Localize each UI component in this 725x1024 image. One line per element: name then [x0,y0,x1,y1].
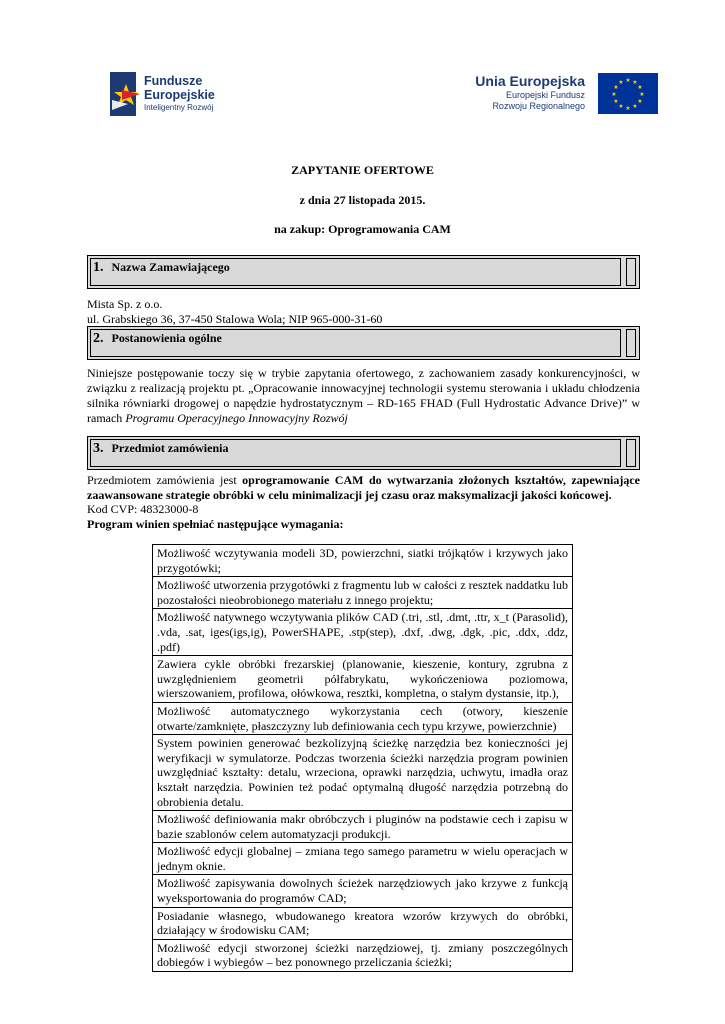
requirement-cell: Możliwość definiowania makr obróbczych i pluginów na podstawie cech i zapisu w bazie szablonów celem automatyzacji produkcji. [153,811,573,843]
orderer-address: ul. Grabskiego 36, 37-450 Stalowa Wola; NIP 965-000-31-60 [87,312,383,326]
requirement-cell: Możliwość zapisywania dowolnych ścieżek narzędziowych jako krzywe z funkcją wyeksportowania do programów CAD; [153,875,573,907]
svg-text:★: ★ [625,77,631,84]
document-date: z dnia 27 listopada 2015. [299,193,426,207]
subject-intro: Przedmiotem zamówienia jest [87,473,243,487]
document-title: ZAPYTANIE OFERTOWE [291,163,434,177]
table-row [153,735,573,811]
subject-description [87,473,640,503]
fe-star-icon [108,70,144,120]
requirement-cell: Możliwość wczytywania modeli 3D, powierzchni, siatki trójkątów i krzywych jako przygotówki; [153,545,573,577]
general-text: Niniejsze postępowanie toczy się w trybie zapytania ofertowego, z zachowaniem zasady konkurencyjności, w związku z realizacją projektu pt. „Opracowanie innowacyjnej technologii systemu sterowania i układu chłodzenia silnika równiarki drogowej o napędzie hydrostatycznym – RD-165 FHAD (Full Hydrostatic Advance Drive)” w ramach [87,366,640,425]
section-2-title: Postanowienia ogólne [111,331,222,345]
section-3-number: 3. [93,441,104,456]
fe-logo-line1: Fundusze [144,74,203,88]
section-1-header [87,255,640,289]
section-1-number: 1. [93,260,104,275]
requirements-table [152,544,573,972]
svg-text:★: ★ [639,91,645,98]
table-row [153,843,573,875]
table-row [153,702,573,734]
svg-text:★: ★ [611,91,617,98]
orderer-info [87,297,640,327]
svg-text:★: ★ [618,79,624,86]
section-3-header [87,436,640,470]
fe-logo-line3: Inteligentny Rozwój [144,103,214,112]
section-1-title: Nazwa Zamawiającego [111,260,230,274]
eu-logo-line1: Unia Europejska [475,73,585,89]
svg-text:★: ★ [637,84,643,91]
svg-text:★: ★ [632,103,638,110]
orderer-name: Mista Sp. z o.o. [87,297,163,311]
svg-text:★: ★ [613,84,619,91]
requirement-cell: Posiadanie własnego, wbudowanego kreatora wzorów krzywych do obróbki, działający w środowisku CAM; [153,907,573,939]
table-row [153,577,573,609]
section-2-header [87,326,640,360]
svg-text:★: ★ [625,105,631,112]
eu-logo-line3: Rozwoju Regionalnego [492,101,585,111]
cpv-code: Kod CVP: 48323000-8 [87,502,199,516]
table-row [153,545,573,577]
table-row [153,609,573,656]
requirements-heading: Program winien spełniać następujące wymagania: [87,517,344,531]
program-name: Programu Operacyjnego Innowacyjny Rozwój [125,411,348,425]
table-row [153,656,573,703]
fe-logo-line2: Europejskie [144,88,215,102]
subject-bold: oprogramowanie CAM do wytwarzania złożonych kształtów, zapewniające zaawansowane strategie obróbki w celu minimalizacji jej czasu oraz maksymalizacji jakości końcowej. [87,473,640,502]
table-row [153,907,573,939]
svg-text:★: ★ [632,79,638,86]
eu-logo-line2: Europejski Fundusz [505,90,585,100]
requirement-cell: Możliwość edycji stworzonej ścieżki narzędziowej, tj. zmiany poszczególnych dobiegów i wybiegów – bez ponownego przeliczania ścieżki; [153,939,573,971]
requirement-cell: Możliwość natywnego wczytywania plików CAD (.tri, .stl, .dmt, .ttr, x_t (Parasolid), .vda, .sat, iges(igs,ig), PowerSHAPE, .stp(step), .dxf, .dwg, .dgk, .pic, .ddx, .ddz, .pdf) [153,609,573,656]
section-3-title: Przedmiot zamówienia [111,441,229,455]
requirement-cell: Możliwość utworzenia przygotówki z fragmentu lub w całości z resztek naddatku lub pozostałości nieobrobionego materiału z innego projektu; [153,577,573,609]
eu-flag-icon [598,73,658,114]
section-2-number: 2. [93,331,104,346]
requirement-cell: Zawiera cykle obróbki frezarskiej (planowanie, kieszenie, kontury, zgrubna z uwzględnieniem geometrii półfabrykatu, wykończeniowa poziomowa, wierszowaniem, profilowa, ołówkowa, resztki, kompletna, o stałym dystansie, itp.), [153,656,573,703]
table-row [153,811,573,843]
document-subject: na zakup: Oprogramowania CAM [274,222,451,236]
svg-text:★: ★ [618,103,624,110]
svg-text:★: ★ [613,98,619,105]
eu-logo-text [475,73,585,112]
requirement-cell: Możliwość edycji globalnej – zmiana tego samego parametru w wielu operacjach w jednym oknie. [153,843,573,875]
fundusze-europejskie-logo [108,70,268,120]
requirement-cell: System powinien generować bezkolizyjną ścieżkę narzędzia bez konieczności jej weryfikacji w symulatorze. Podczas tworzenia ścieżki narzędzia program powinien uwzględniać kształty: detalu, wrzeciona, oprawki narzędzia, uchwytu, imadła oraz kształt narzędzia. Powinien też podać optymalną długość narzędzia potrzebną do obrobienia detalu. [153,735,573,811]
table-row [153,939,573,971]
requirement-cell: Możliwość automatycznego wykorzystania cech (otwory, kieszenie otwarte/zamknięte, płaszczyzny lub definiowania cech typu krzywe, powierzchnie) [153,702,573,734]
svg-text:★: ★ [637,98,643,105]
table-row [153,875,573,907]
general-provisions-text [87,366,640,426]
